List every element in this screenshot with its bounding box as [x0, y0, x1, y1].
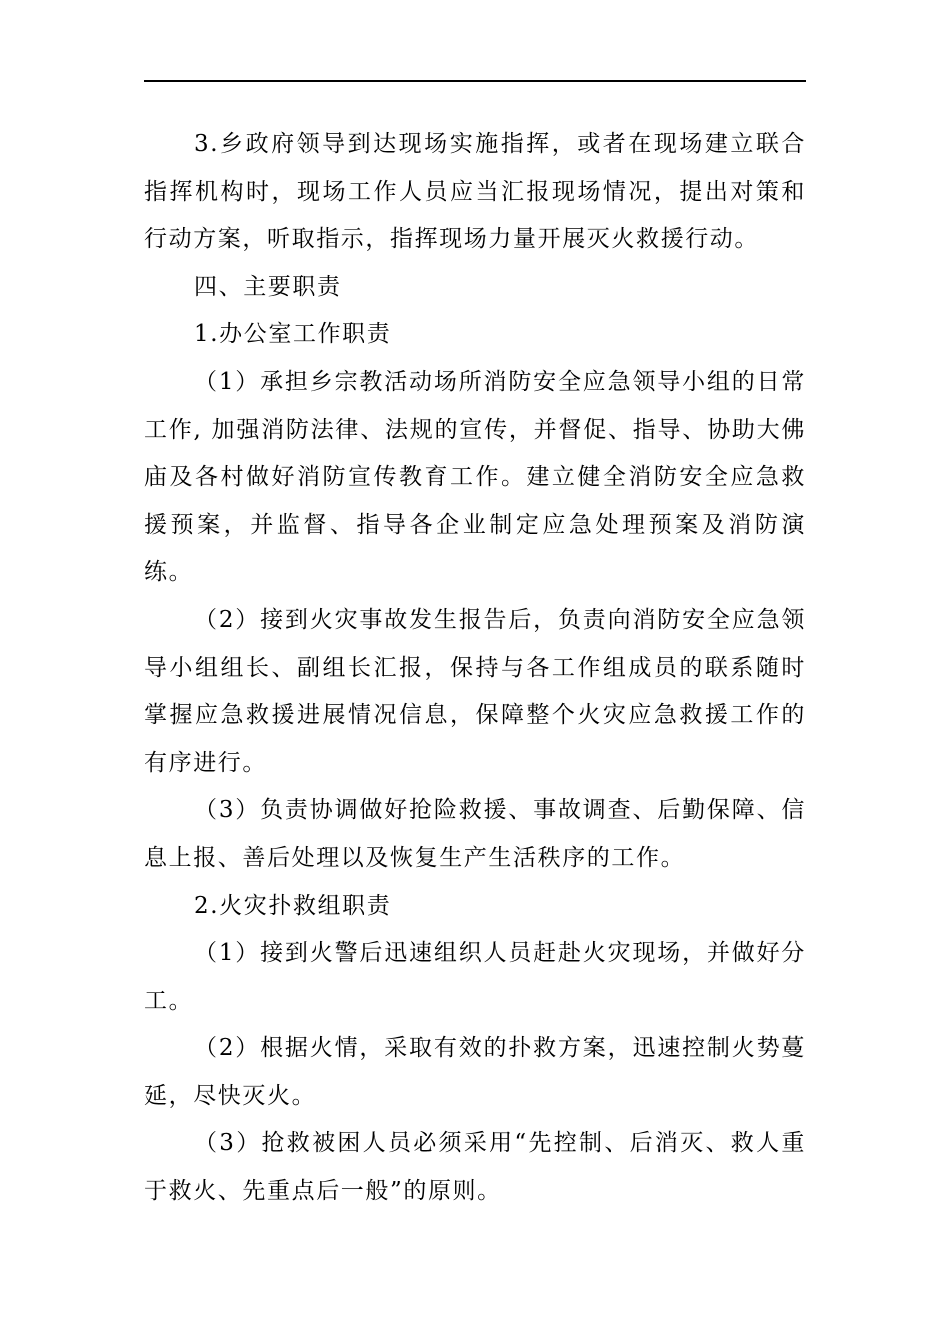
paragraph-firefighting-duty-1: （1）接到火警后迅速组织人员赶赴火灾现场，并做好分工。 — [144, 940, 806, 1014]
subheading-office-duties: 1.办公室工作职责 — [194, 321, 392, 348]
paragraph-office-duty-3: （3）负责协调做好抢险救援、事故调查、后勤保障、信息上报、善后处理以及恢复生产生活秩序的工作。 — [144, 797, 806, 871]
paragraph-office-duty-1: （1）承担乡宗教活动场所消防安全应急领导小组的日常工作, 加强消防法律、法规的宣传，并督促、指导、协助大佛庙及各村做好消防宣传教育工作。建立健全消防安全应急救援预案，并监督、指导各企业制定应急处理预案及消防演练。 — [144, 368, 806, 586]
document-body — [144, 121, 806, 1216]
paragraph-office-duty-2: （2）接到火灾事故发生报告后，负责向消防安全应急领导小组组长、副组长汇报，保持与各工作组成员的联系随时掌握应急救援进展情况信息，保障整个火灾应急救援工作的有序进行。 — [144, 606, 806, 776]
header-rule — [144, 80, 806, 82]
subheading-firefighting-duties: 2.火灾扑救组职责 — [194, 892, 392, 919]
paragraph-firefighting-duty-3: （3）抢救被困人员必须采用“先控制、后消灭、救人重于救火、先重点后一般”的原则。 — [144, 1130, 806, 1205]
section-heading-main-duties: 四、主要职责 — [194, 273, 342, 300]
paragraph-firefighting-duty-2: （2）根据火情，采取有效的扑救方案，迅速控制火势蔓延，尽快灭火。 — [144, 1035, 806, 1109]
paragraph-command-structure: 3.乡政府领导到达现场实施指挥，或者在现场建立联合指挥机构时，现场工作人员应当汇报现场情况，提出对策和行动方案，听取指示，指挥现场力量开展灭火救援行动。 — [144, 131, 806, 253]
